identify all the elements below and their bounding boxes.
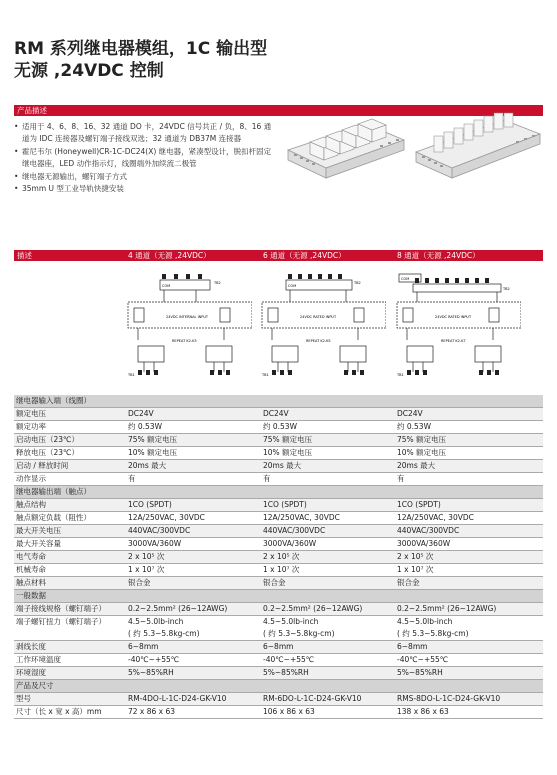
table-cell: RM-4DO-L-1C-D24-GK-V10 bbox=[128, 694, 227, 703]
table-cell: 剥线长度 bbox=[16, 642, 46, 651]
table-cell: 启动电压（23℃） bbox=[16, 435, 79, 444]
table-cell: 2 x 10⁵ 次 bbox=[128, 552, 165, 561]
feature-item: • 35mm U 型工业导轨快捷安装 bbox=[14, 183, 272, 195]
table-cell: 10% 额定电压 bbox=[397, 448, 447, 457]
table-cell: 12A/250VAC, 30VDC bbox=[128, 513, 205, 522]
table-cell: 2 x 10⁵ 次 bbox=[263, 552, 300, 561]
table-cell: 银合金 bbox=[128, 578, 151, 587]
table-cell: 1CO (SPDT) bbox=[263, 500, 307, 509]
table-cell: 440VAC/300VDC bbox=[397, 526, 460, 535]
table-cell: 0.2~2.5mm² (26~12AWG) bbox=[263, 604, 363, 613]
table-cell: 型号 bbox=[16, 694, 31, 703]
table-cell: 4.5~5.0lb-inch ( 约 5.3~5.8kg-cm) bbox=[397, 617, 469, 638]
table-cell: 20ms 最大 bbox=[128, 461, 167, 470]
table-cell: 6~8mm bbox=[397, 642, 428, 651]
table-cell: 最大开关电压 bbox=[16, 526, 61, 535]
title-line-1: RM 系列继电器模组，1C 输出型 bbox=[14, 39, 268, 59]
table-cell: 0.2~2.5mm² (26~12AWG) bbox=[397, 604, 497, 613]
table-cell: 端子接线规格（螺钉端子） bbox=[16, 604, 106, 613]
table-cell: 最大开关容量 bbox=[16, 539, 61, 548]
table-cell: 有 bbox=[397, 474, 405, 483]
table-row bbox=[14, 421, 543, 434]
table-cell: 启动 / 释放时间 bbox=[16, 461, 69, 470]
table-row bbox=[14, 616, 543, 641]
table-cell: 环境湿度 bbox=[16, 668, 46, 677]
table-cell: TB1 bbox=[128, 373, 135, 377]
table-cell: 约 0.53W bbox=[128, 422, 162, 431]
table-cell: 1 x 10⁷ 次 bbox=[397, 565, 434, 574]
section-title: 一般数据 bbox=[16, 591, 46, 600]
table-cell: 12A/250VAC, 30VDC bbox=[263, 513, 340, 522]
product-photo-8ch bbox=[412, 112, 544, 182]
table-cell: 20ms 最大 bbox=[263, 461, 302, 470]
table-cell: 电气寿命 bbox=[16, 552, 46, 561]
table-cell: 1 x 10⁷ 次 bbox=[263, 565, 300, 574]
table-cell: 24VDC RATED INPUT bbox=[435, 315, 472, 319]
table-cell: 2 x 10⁵ 次 bbox=[397, 552, 434, 561]
table-cell: 6~8mm bbox=[263, 642, 294, 651]
table-cell: -40℃~+55℃ bbox=[128, 655, 180, 664]
table-cell: 0.2~2.5mm² (26~12AWG) bbox=[128, 604, 228, 613]
table-cell: 20ms 最大 bbox=[397, 461, 436, 470]
table-cell: DC24V bbox=[263, 409, 289, 418]
feature-item: • 继电器无源输出，螺钉端子方式 bbox=[14, 171, 272, 183]
table-cell: 约 0.53W bbox=[397, 422, 431, 431]
table-cell: TB2 bbox=[214, 281, 221, 285]
table-cell: 触点材料 bbox=[16, 578, 46, 587]
table-cell: TB1 bbox=[262, 373, 269, 377]
table-cell: REPEAT K2-K3 bbox=[172, 339, 197, 343]
table-row bbox=[14, 434, 543, 447]
spec-table bbox=[14, 395, 543, 719]
wiring-diagram-4ch bbox=[124, 270, 252, 386]
table-row bbox=[14, 538, 543, 551]
table-cell: 1CO (SPDT) bbox=[397, 500, 441, 509]
features-header: 产品描述 bbox=[17, 106, 47, 115]
section-header bbox=[14, 680, 543, 693]
table-row bbox=[14, 473, 543, 486]
table-cell: 12A/250VAC, 30VDC bbox=[397, 513, 474, 522]
section-title: 继电器输出端（触点） bbox=[16, 487, 91, 496]
table-cell: TB2 bbox=[503, 287, 510, 291]
title-line-2: 无源 ,24VDC 控制 bbox=[14, 61, 164, 81]
table-cell: 3000VA/360W bbox=[128, 539, 182, 548]
table-cell: 4.5~5.0lb-inch ( 约 5.3~5.8kg-cm) bbox=[263, 617, 335, 638]
table-cell: 75% 额定电压 bbox=[397, 435, 447, 444]
spec-header-4ch: 4 通道（无源 ,24VDC） bbox=[128, 251, 211, 260]
section-title: 继电器输入端（线圈） bbox=[16, 396, 91, 405]
page-title bbox=[14, 38, 267, 82]
table-cell: 工作环境温度 bbox=[16, 655, 61, 664]
spec-header-label: 描述 bbox=[17, 251, 32, 260]
table-row bbox=[14, 693, 543, 706]
table-cell: 440VAC/300VDC bbox=[128, 526, 191, 535]
table-cell: 银合金 bbox=[397, 578, 420, 587]
table-cell: DC24V bbox=[128, 409, 154, 418]
table-cell: COM bbox=[288, 284, 297, 288]
table-cell: 75% 额定电压 bbox=[128, 435, 178, 444]
section-header bbox=[14, 590, 543, 603]
spec-header-6ch: 6 通道（无源 ,24VDC） bbox=[263, 251, 346, 260]
table-cell: 75% 额定电压 bbox=[263, 435, 313, 444]
table-row bbox=[14, 667, 543, 680]
table-cell: REPEAT K2-K7 bbox=[441, 339, 466, 343]
table-cell: 触点结构 bbox=[16, 500, 46, 509]
table-cell: -40℃~+55℃ bbox=[263, 655, 315, 664]
table-cell: 10% 额定电压 bbox=[263, 448, 313, 457]
table-cell: 端子螺钉扭力（螺钉端子） bbox=[16, 617, 106, 626]
table-row bbox=[14, 525, 543, 538]
table-row bbox=[14, 577, 543, 590]
table-cell: 440VAC/300VDC bbox=[263, 526, 326, 535]
table-row bbox=[14, 654, 543, 667]
table-cell: 3000VA/360W bbox=[397, 539, 451, 548]
table-cell: -40℃~+55℃ bbox=[397, 655, 449, 664]
table-cell: TB2 bbox=[354, 281, 361, 285]
table-cell: 5%~85%RH bbox=[397, 668, 443, 677]
table-cell: 额定功率 bbox=[16, 422, 46, 431]
table-cell: 触点额定负载（阻性） bbox=[16, 513, 91, 522]
table-row bbox=[14, 603, 543, 616]
table-cell: RM-6DO-L-1C-D24-GK-V10 bbox=[263, 694, 362, 703]
table-cell: RMS-8DO-L-1C-D24-GK-V10 bbox=[397, 694, 501, 703]
section-title: 产品及尺寸 bbox=[16, 681, 54, 690]
section-header bbox=[14, 395, 543, 408]
spec-header-8ch: 8 通道（无源 ,24VDC） bbox=[397, 251, 480, 260]
table-cell: 5%~85%RH bbox=[128, 668, 174, 677]
spec-header-bar bbox=[14, 250, 543, 261]
table-cell: 10% 额定电压 bbox=[128, 448, 178, 457]
table-cell: 1CO (SPDT) bbox=[128, 500, 172, 509]
table-cell: COM bbox=[401, 277, 410, 281]
table-cell: REPEAT K2-K5 bbox=[306, 339, 331, 343]
table-cell: 3000VA/360W bbox=[263, 539, 317, 548]
table-cell: 24VDC INTERNAL INPUT bbox=[166, 315, 209, 319]
table-cell: 银合金 bbox=[263, 578, 286, 587]
table-cell: 有 bbox=[128, 474, 136, 483]
table-row bbox=[14, 564, 543, 577]
table-cell: 释放电压（23℃） bbox=[16, 448, 79, 457]
table-row bbox=[14, 499, 543, 512]
table-cell: 24VDC RATED INPUT bbox=[300, 315, 337, 319]
table-cell: 1 x 10⁷ 次 bbox=[128, 565, 165, 574]
table-cell: TB1 bbox=[397, 373, 404, 377]
table-cell: 额定电压 bbox=[16, 409, 46, 418]
table-cell: 6~8mm bbox=[128, 642, 159, 651]
wiring-diagram-8ch bbox=[393, 270, 521, 386]
table-cell: 106 x 86 x 63 bbox=[263, 707, 315, 716]
table-cell: 约 0.53W bbox=[263, 422, 297, 431]
table-row bbox=[14, 408, 543, 421]
table-row bbox=[14, 460, 543, 473]
table-row bbox=[14, 706, 543, 719]
table-row bbox=[14, 551, 543, 564]
diagram-label: COM bbox=[162, 284, 171, 288]
table-row bbox=[14, 512, 543, 525]
table-cell: 有 bbox=[263, 474, 271, 483]
section-header bbox=[14, 486, 543, 499]
table-cell: 4.5~5.0lb-inch ( 约 5.3~5.8kg-cm) bbox=[128, 617, 200, 638]
table-cell: 尺寸（长 x 宽 x 高）mm bbox=[16, 707, 102, 716]
feature-item: • 霍尼韦尔 (Honeywell)CR-1C-DC24(X) 继电器，紧凑型设计，脱扣杆固定继电器座，LED 动作指示灯，线圈端外加续流二极管 bbox=[14, 146, 272, 171]
feature-item: • 适用于 4、6、8、16、32 通道 DO 卡，24VDC 信号共正 / 负，8、16 通道为 IDC 连接器及螺钉端子接线双选；32 通道为 DB37M 连接器 bbox=[14, 121, 272, 146]
table-row bbox=[14, 641, 543, 654]
feature-list bbox=[14, 121, 272, 195]
table-cell: 动作显示 bbox=[16, 474, 46, 483]
table-row bbox=[14, 447, 543, 460]
table-cell: 72 x 86 x 63 bbox=[128, 707, 176, 716]
table-cell: 机械寿命 bbox=[16, 565, 46, 574]
wiring-diagram-6ch bbox=[258, 270, 386, 386]
product-photo-4ch bbox=[280, 112, 412, 182]
table-cell: 138 x 86 x 63 bbox=[397, 707, 449, 716]
table-cell: 5%~85%RH bbox=[263, 668, 309, 677]
table-cell: DC24V bbox=[397, 409, 423, 418]
